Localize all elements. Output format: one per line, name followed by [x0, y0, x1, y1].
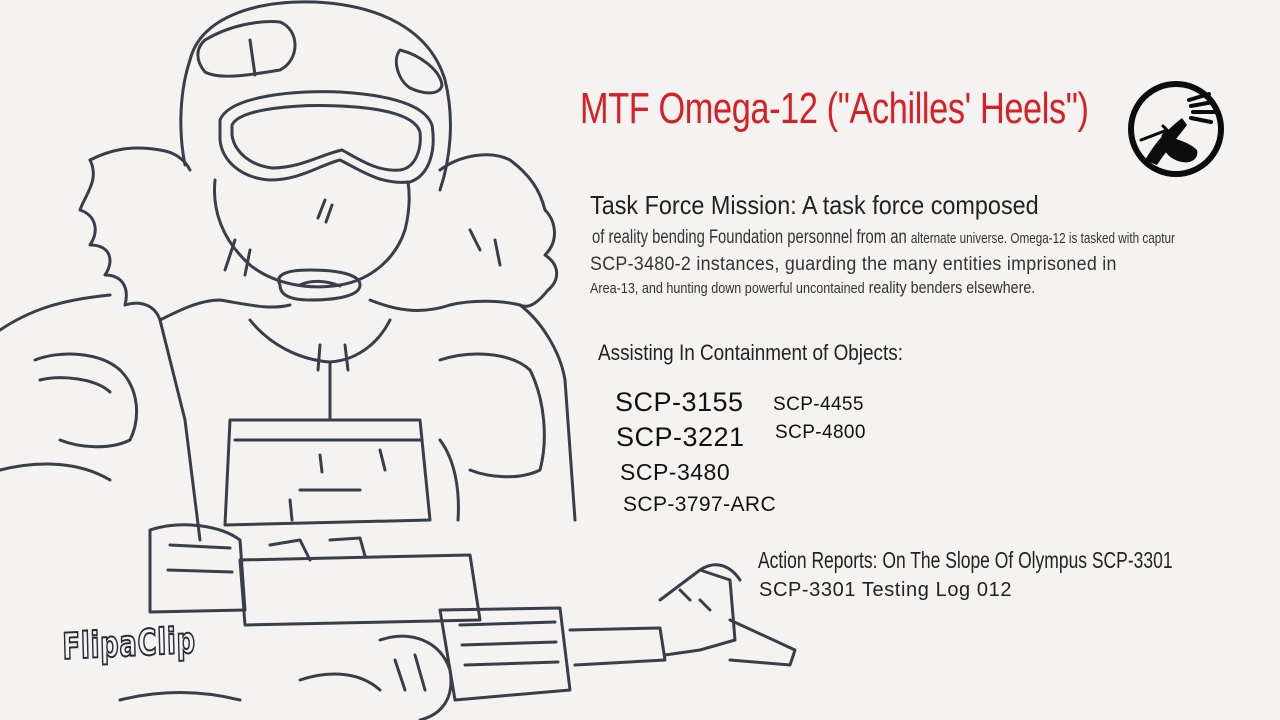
mission-line-1a: of reality bending Foundation personnel from an [592, 227, 907, 248]
action-reports: Action Reports: On The Slope Of Olympus SCP-3301 [758, 547, 1173, 573]
mission-line-3 [590, 278, 1035, 298]
page-title: MTF Omega-12 ("Achilles' Heels") [580, 84, 1089, 133]
scp-object-item: SCP-3155 [615, 387, 744, 417]
mission-line-3b: reality benders elsewhere. [868, 278, 1036, 297]
scp-object-item: SCP-3797-ARC [623, 493, 777, 516]
scp-object-item: SCP-4455 [773, 394, 864, 415]
mission-line-2: SCP-3480-2 instances, guarding the many entities imprisoned in [590, 254, 1117, 275]
scp-object-item: SCP-3480 [620, 459, 731, 485]
containment-heading: Assisting In Containment of Objects: [598, 340, 903, 365]
mission-line-1 [592, 227, 1175, 249]
mission-line-3a: Area-13, and hunting down powerful uncontained [590, 280, 865, 297]
flipaclip-watermark: FlipaClip [62, 620, 197, 668]
winged-heel-arrow-icon [1127, 80, 1225, 178]
scp-object-item: SCP-3221 [616, 422, 745, 452]
mission-heading: Task Force Mission: A task force composed [590, 190, 1039, 220]
scp-object-item: SCP-4800 [775, 422, 866, 443]
mission-line-1b: alternate universe. Omega-12 is tasked with captur [910, 230, 1175, 247]
testing-log: SCP-3301 Testing Log 012 [759, 579, 1013, 601]
